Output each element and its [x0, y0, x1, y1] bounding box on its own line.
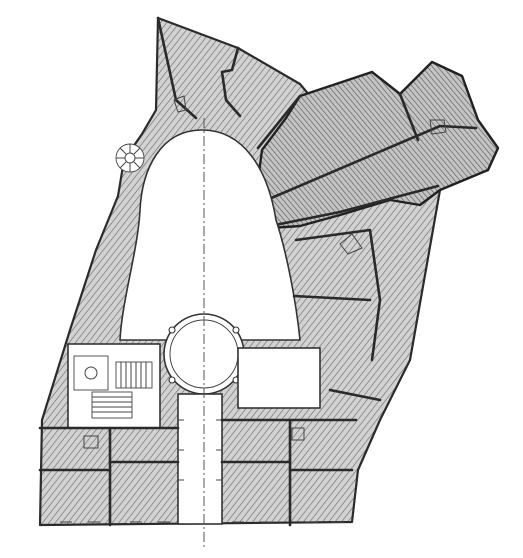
vestibule-column	[169, 327, 175, 333]
vestibule-column	[233, 327, 239, 333]
entrance-passage	[178, 394, 222, 524]
rectangular-courtyard	[238, 348, 320, 408]
stair-landing	[74, 356, 108, 390]
stair-flight-lower	[92, 392, 132, 418]
vestibule-column	[169, 377, 175, 383]
